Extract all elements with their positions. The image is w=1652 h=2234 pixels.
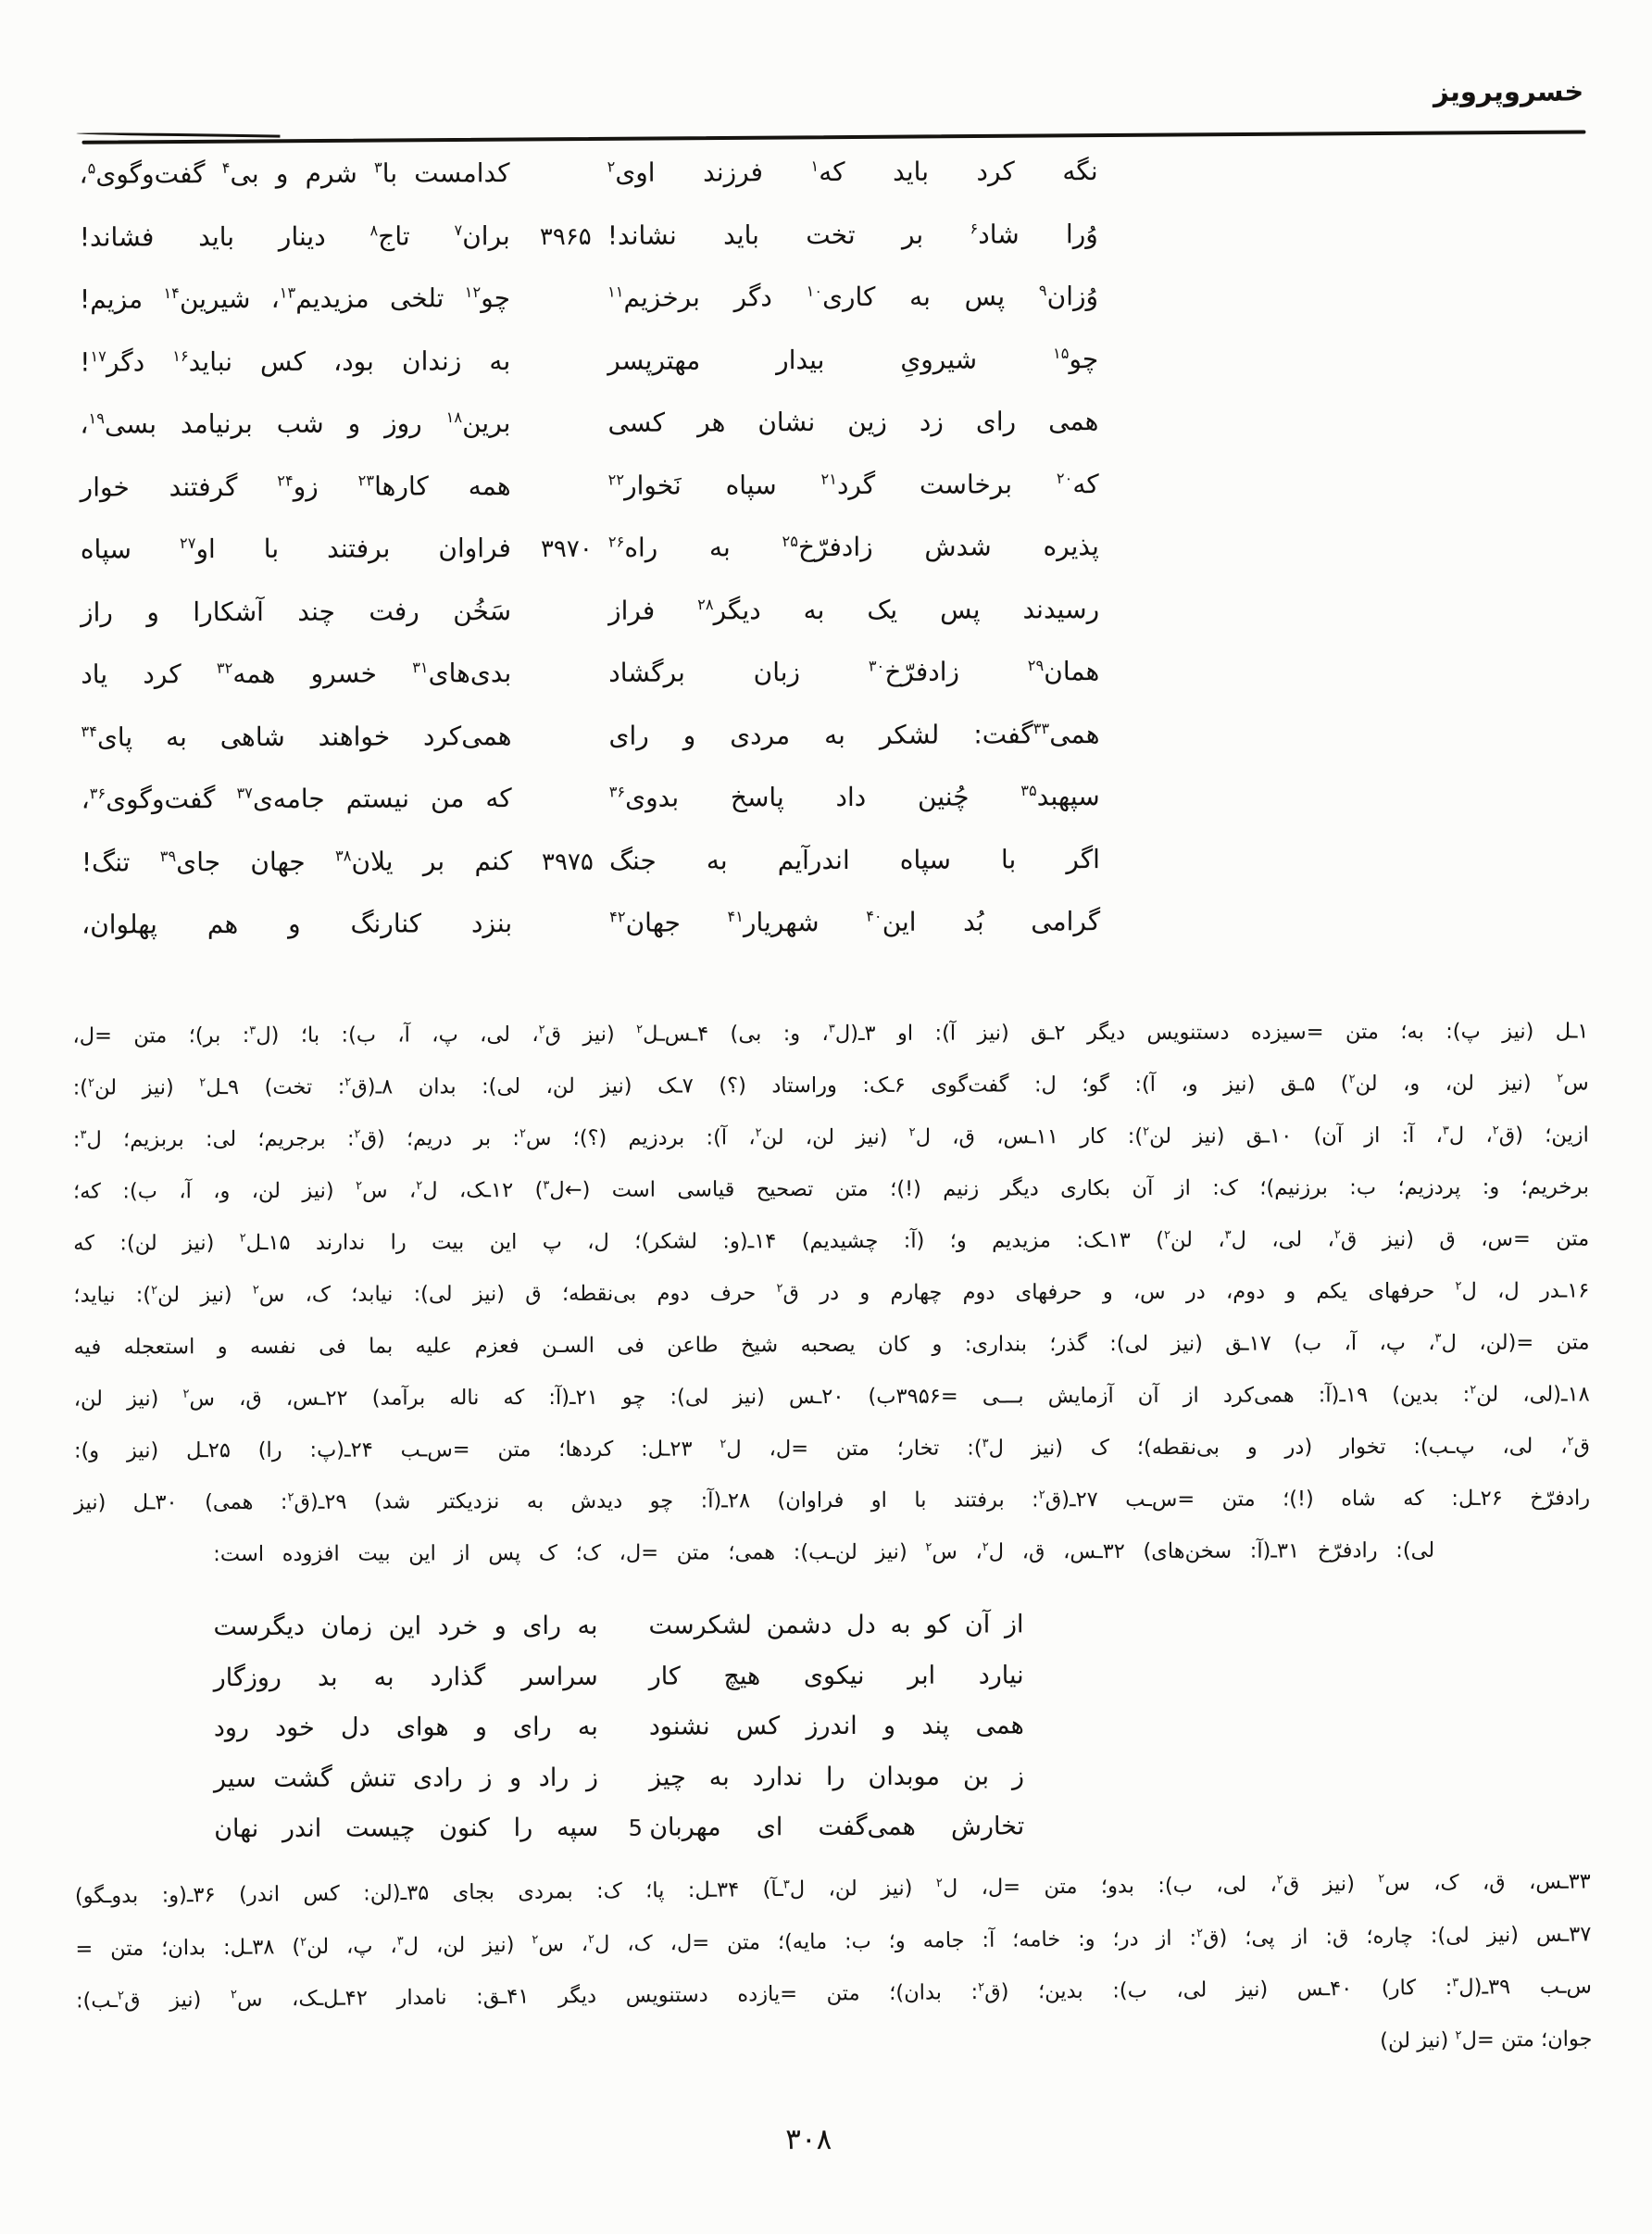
verse-line (81, 655, 1099, 721)
verse-line (80, 343, 1098, 408)
verse-line (214, 1660, 1024, 1713)
hemistich-right: همی رای زد زین نشان هر کسی (607, 406, 1099, 438)
verse-number: ۳۹۷۰ (540, 534, 593, 563)
hemistich-right: همان$^{۲۹}$ زادفرّخ$^{۳۰}$ زبان برگشاد (608, 656, 1100, 688)
verse-line (80, 405, 1098, 471)
verse-line (81, 718, 1099, 784)
hemistich-right: گرامی بُد این$^{۴۰}$ شهریار$^{۴۱}$ جهان$^{۴۲}$ (609, 906, 1101, 938)
hemistich-right: سپهبد$^{۳۵}$ چُنین داد پاسخ بدوی$^{۳۶}$ (608, 781, 1100, 813)
hemistich-left: به رای و هوای دل خود رود (213, 1712, 598, 1743)
hemistich-left: کنم بر یلان$^{۳۸}$ جهان جای$^{۳۹}$ تنگ! (81, 845, 512, 878)
hemistich-left: سپه را کنون چیست اندر نهان (214, 1813, 599, 1844)
verse-line (81, 593, 1099, 659)
apparatus-line: متن =(لن، ل$^۳$، پ، آ، ب) ۱۷ـق (نیز لی): گذر؛ بنداری: و کان یصحبه شیخ طاعن فی السـن فعزم علیه بما فی نفسه و استعجله فیه (73, 1330, 1590, 1360)
hemistich-left: برین$^{۱۸}$ روز و شب برنیامد بسی$^{۱۹}$، (80, 408, 511, 440)
hemistich-left: سراسر گذارد به بد روزگار (213, 1662, 598, 1692)
apparatus-line: س$^۲$ (نیز لن، و، لن$^۲$) ۵ـق (نیز و، آ): گو؛ ل: گفت‌گوی ۶ـک: وراستاد (؟) ۷ـک (نیز لن، لی): بدان ۸ـ(ق$^۲$: تخت) ۹ـل$^۲$ (نیز لن$^۲$): (72, 1071, 1589, 1100)
verse-line (81, 905, 1100, 971)
hemistich-right: اگر با سپاه اندرآیم به جنگ (608, 843, 1100, 876)
hemistich-left: سَخُن رفت چند آشکارا و راز (81, 595, 512, 628)
hemistich-right: رسیدند پس یک به دیگر$^{۲۸}$ فراز (608, 593, 1100, 626)
running-header-title: خسروپرویز (1433, 75, 1584, 107)
hemistich-right: همی پند و اندرز کس نشنود (648, 1711, 1024, 1741)
verse-line (81, 468, 1099, 533)
hemistich-right: که$^{۲۰}$ برخاست گرد$^{۲۱}$ سپاه نَخوار$^{۲۲}$ (607, 468, 1099, 501)
apparatus-line: ۳۷ـس (نیز لی): چاره؛ ق: از پی؛ (ق$^۲$: از در؛ و: خامه؛ آ: جامه و؛ ب: مایه)؛ متن =ل، ک، ل$^۲$، س$^۲$ (نیز لن، ل$^۳$، پ، لن$^۲$) ۳۸ـل: بدان؛ متن = (75, 1921, 1592, 1961)
main-poem-block (80, 155, 1101, 971)
apparatus-line: متن =س، ق (نیز ق$^۲$، لی، ل$^۳$، لن$^۲$) ۱۳ـک: مزیدیم و؛ (آ: چشیدیم) ۱۴ـ(و: لشکر)؛ ل، پ این بیت را ندارند ۱۵ـل$^۲$ (نیز لن): که (73, 1226, 1590, 1256)
verse-line (214, 1811, 1024, 1864)
hemistich-right: تخارش همی‌گفت ای مهربان (649, 1812, 1025, 1842)
verse-line (80, 218, 1098, 283)
apparatus-line: جوان؛ متن =ل$^۲$ (نیز لن) (1380, 2026, 1593, 2053)
verse-line (80, 280, 1098, 345)
apparatus-line: ۱۶ـدر ل، ل$^۲$ حرفهای یکم و دوم، در س، و حرفهای دوم چهارم و در ق$^۲$ حرف دوم بی‌نقطه؛ ق (نیز لی): نیابد؛ ک، س$^۲$ (نیز لن$^۲$): نیاید؛ (73, 1278, 1590, 1308)
verse-line (81, 530, 1099, 596)
hemistich-right: وُرا شاد$^۶$ بر تخت باید نشاند! (607, 218, 1098, 251)
verse-line (81, 780, 1100, 846)
verse-number: 5 (628, 1814, 643, 1841)
apparatus-line: ق$^۲$، لی، پ‌ـب): تخوار (در و بی‌نقطه)؛ ک (نیز ل$^۳$): تخار؛ متن =ل، ل$^۲$ ۲۳ـل: کردها؛ متن =س‌ـب ۲۴ـ(پ: را) ۲۵ـل (نیز و): (73, 1434, 1590, 1463)
hemistich-left: بدی‌های$^{۳۱}$ خسرو همه$^{۳۲}$ کرد یاد (81, 658, 512, 690)
hemistich-right: از آن کو به دل دشمن لشکرست (648, 1610, 1024, 1640)
hemistich-left: فراوان برفتند با او$^{۲۷}$ سپاه (80, 533, 511, 565)
hemistich-left: همی‌کرد خواهند شاهی به پای$^{۳۴}$ (81, 720, 512, 753)
hemistich-right: چو$^{۱۵}$ شیرویِ بیدار مهترپسر (607, 343, 1099, 376)
hemistich-left: که من نیستم جامه‌ی$^{۳۷}$ گفت‌وگوی$^{۳۶}$، (81, 783, 512, 815)
apparatus-line: برخریم؛ و: پردزیم؛ ب: برزنیم)؛ ک: از آن بکاری دیگر زنیم (!)؛ متن تصحیح قیاسی است (←ل$^۳$) ۱۲ـک، ل$^۲$، س$^۲$ (نیز لن، و، آ، ب): که؛ (72, 1174, 1590, 1204)
hemistich-left: ز راد و ز رادی تنش گشت سیر (213, 1763, 599, 1793)
verse-number: ۳۹۶۵ (539, 222, 592, 251)
apparatus-line: ۱۸ـ(لی، لن$^۲$: بدین) ۱۹ـ(آ: همی‌کرد از آن آزمایش بـــی =۳۹۵۶ب) ۲۰ـس (نیز لی): چو ۲۱ـ(آ: که ناله برآمد) ۲۲ـس، ق، س$^۲$ (نیز لن، (73, 1382, 1590, 1412)
verse-line (213, 1609, 1023, 1662)
hemistich-right: وُزان$^۹$ پس به کاری$^{۱۰}$ دگر برخزیم$^{۱۱}$ (607, 281, 1099, 313)
verse-line (80, 155, 1098, 220)
hemistich-right: نگه کرد باید که$^۱$ فرزند اوی$^۲$ (607, 156, 1098, 188)
apparatus-line: س‌ـب ۳۹ـ(ل$^۳$: کار) ۴۰ـس (نیز لی، ب): بدین؛ (ق$^۲$: بدان)؛ متن =یازده دستنویس دیگر ۴۱ـق: نامدار ۴۲ـل‌ـک، س$^۲$ (نیز ق$^۲$ـب): (75, 1974, 1593, 2014)
apparatus-line: لی): رادفرّخ ۳۱ـ(آ: سخن‌های) ۳۲ـس، ق، ل$^۲$، س$^۲$ (نیز لن‌ـب): همی؛ متن =ل، ک؛ ک پس از این بیت افزوده است: (213, 1537, 1435, 1567)
hemistich-left: به رای و خرد این زمان دیگرست (213, 1611, 598, 1642)
apparatus-line: رادفرّخ ۲۶ـل: که شاه (!)؛ متن =س‌ـب ۲۷ـ(ق$^۲$: برفتند با او فراوان) ۲۸ـ(آ: چو دیدش به نزدیکتر شد) ۲۹ـ(ق$^۲$: همی) ۳۰ـل (نیز (74, 1486, 1591, 1515)
hemistich-left: بران$^۷$ تاج$^۸$ دینار باید فشاند! (79, 220, 510, 253)
verse-line (214, 1710, 1024, 1763)
hemistich-left: همه کارها$^{۲۳}$ زو$^{۲۴}$ گرفتند خوار (80, 470, 511, 503)
verse-number: ۳۹۷۵ (541, 847, 594, 876)
apparatus-line: ۳۳ـس، ق، ک، س$^۲$ (نیز ق$^۲$، لی، ب): بدو؛ متن =ل، ل$^۲$ (نیز لن، ل$^۳$ـآ) ۳۴ـل: پا؛ ک: بمردی بجای ۳۵ـ(لن: کس اندر) ۳۶ـ(و: بدوـگو) (74, 1869, 1591, 1909)
critical-apparatus-upper (72, 1005, 1590, 1580)
hemistich-left: به زندان بود، کس نباید$^{۱۶}$ دگر$^{۱۷}$! (80, 345, 511, 378)
page-number: ۳۰۸ (785, 2123, 832, 2157)
hemistich-left: چو$^{۱۲}$ تلخی مزیدیم$^{۱۳}$، شیرین$^{۱۴}$ مزیم! (79, 282, 511, 315)
hemistich-right: ز بن موبدان را ندارد به چیز (648, 1761, 1025, 1792)
apparatus-line: ازین؛ (ق$^۲$، ل$^۳$، آ: از آن) ۱۰ـق (نیز لن$^۲$): کار ۱۱ـس، ق، ل$^۲$ (نیز لن، لن$^۲$، آ): بردزیم (؟)؛ س$^۲$: بر دریم؛ (ق$^۲$: برجریم؛ لی: بربزیم؛ ل$^۳$: (72, 1123, 1589, 1152)
critical-apparatus-lower (75, 1855, 1593, 2079)
header-rule (81, 130, 1585, 144)
verse-line (81, 843, 1100, 909)
hemistich-right: نیارد ابر نیکوی هیچ کار (648, 1660, 1024, 1691)
inserted-poem-block (213, 1609, 1024, 1864)
verse-line (214, 1761, 1024, 1814)
hemistich-left: کدامست با$^۳$ شرم و بی$^۴$ گفت‌وگوی$^۵$، (79, 157, 510, 190)
hemistich-left: بنزد کنارنگ و هم پهلوان، (81, 908, 513, 940)
hemistich-right: همی$^{۳۳}$گفت: لشکر به مردی و رای (608, 718, 1100, 751)
apparatus-line: ۱ـل (نیز پ): به؛ متن =سیزده دستنویس دیگر ۲ـق (نیز آ): او ۳ـ(ل$^۳$، و: بی) ۴ـس‌ـل$^۲$ (نیز ق$^۲$، لی، پ، آ، ب): با؛ (ل$^۳$: بر)؛ متن =ل، (72, 1019, 1589, 1048)
hemistich-right: پذیره شدش زادفرّخ$^{۲۵}$ به راه$^{۲۶}$ (607, 531, 1099, 563)
